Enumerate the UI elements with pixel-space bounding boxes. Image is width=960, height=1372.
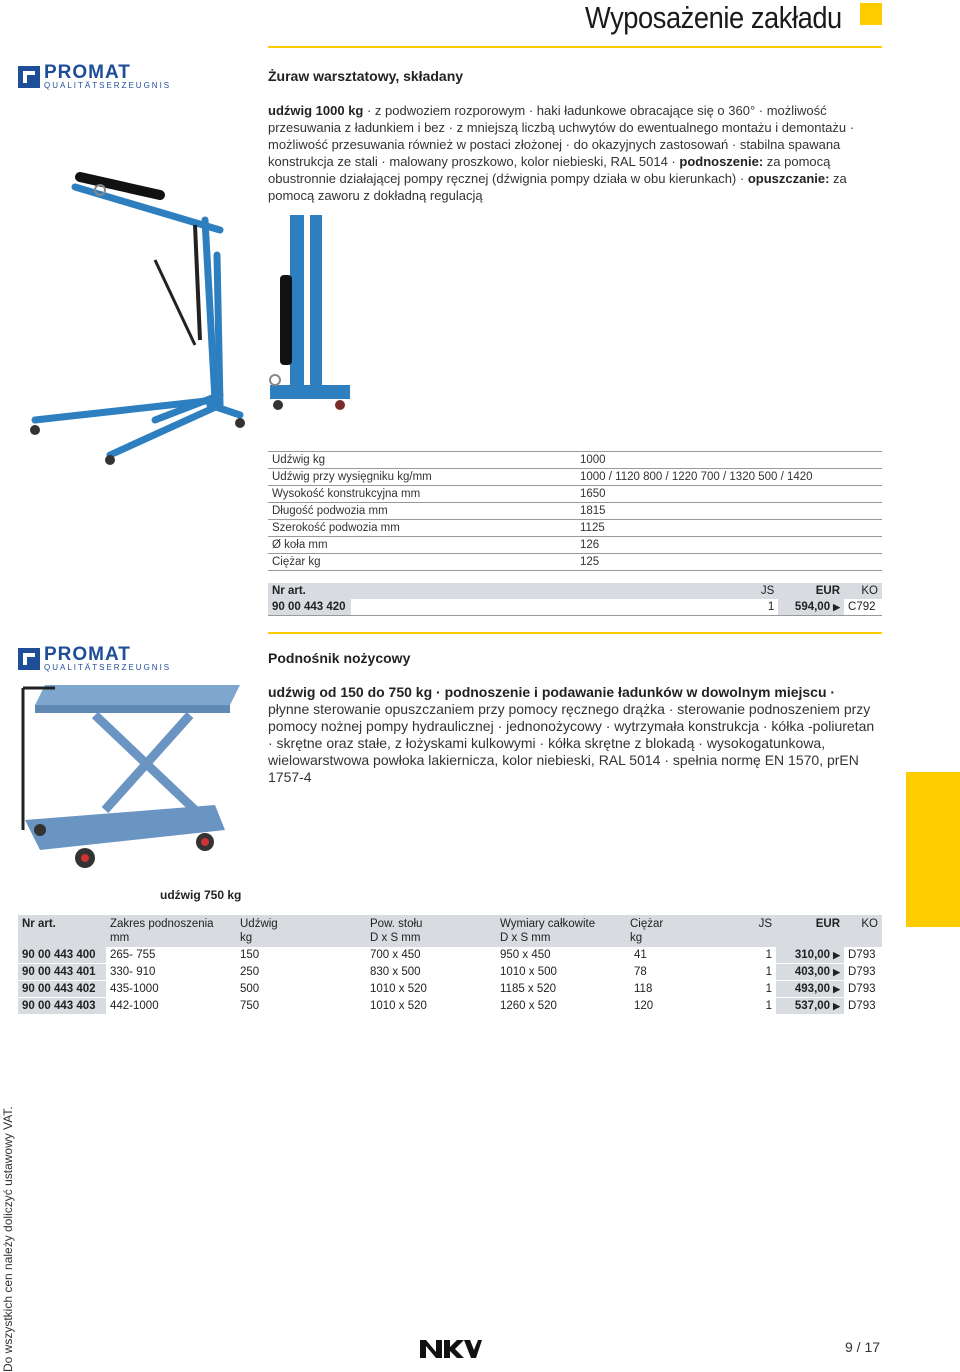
cell-range: 442-1000 (106, 998, 236, 1015)
spec-label: Wysokość konstrukcyjna mm (268, 486, 576, 503)
vat-note: Do wszystkich cen należy doliczyć ustawowy VAT. (1, 1106, 15, 1372)
spec-row (268, 452, 882, 469)
cell-ko: D793 (844, 981, 882, 998)
cell-nr: 90 00 443 402 (18, 981, 106, 998)
cell-ko: D793 (844, 947, 882, 964)
spec-label: Udźwig przy wysięgniku kg/mm (268, 469, 576, 486)
image-caption: udźwig 750 kg (160, 888, 242, 902)
spec-value: 1000 / 1120 800 / 1220 700 / 1320 500 / 1420 (576, 469, 882, 486)
brand-tagline: QUALITÄTSERZEUGNIS (44, 663, 172, 672)
spec-row (268, 469, 882, 486)
cell-nr: 90 00 443 400 (18, 947, 106, 964)
col-table-size-header: Pow. stołu D x S mm (366, 915, 496, 947)
cell-table: 1010 x 520 (366, 998, 496, 1015)
brand-name: PROMAT (44, 644, 131, 665)
spec-row (268, 554, 882, 571)
section1-title: Żuraw warsztatowy, składany (268, 68, 464, 84)
brand-tagline: QUALITÄTSERZEUGNIS (44, 81, 172, 90)
js-value: 1 (750, 599, 778, 616)
cell-nr: 90 00 443 401 (18, 964, 106, 981)
spec-label: Długość podwozia mm (268, 503, 576, 520)
article-number: 90 00 443 420 (268, 599, 351, 616)
price-cell (776, 947, 844, 964)
cell-overall: 1260 x 520 (496, 998, 626, 1015)
col-weight-header: Ciężar kg (626, 915, 744, 947)
spec-value: 125 (576, 554, 882, 571)
spec-row (268, 520, 882, 537)
table-row (18, 981, 882, 998)
col-eur-header: EUR (778, 583, 844, 599)
promat-logo (18, 644, 172, 674)
description-emphasis: udźwig od 150 do 750 kg · podnoszenie i podawanie ładunków w dowolnym miejscu · (268, 684, 836, 700)
price-cell (776, 981, 844, 998)
col-nr-header: Nr art. (18, 915, 106, 947)
spec-value: 1000 (576, 452, 882, 469)
cell-ko: D793 (844, 964, 882, 981)
promat-mark-icon (18, 66, 40, 88)
spec-row (268, 503, 882, 520)
col-range-header: Zakres podnoszenia mm (106, 915, 236, 947)
crane-order-table (268, 583, 882, 616)
spec-row (268, 486, 882, 503)
cell-table: 700 x 450 (366, 947, 496, 964)
folding-crane-image (15, 165, 360, 465)
cell-js: 1 (744, 981, 776, 998)
col-eur-header: EUR (776, 915, 844, 947)
spec-label: Ø koła mm (268, 537, 576, 554)
spec-value: 126 (576, 537, 882, 554)
price-value: 403,00 (794, 966, 831, 978)
section2-title: Podnośnik nożycowy (268, 650, 411, 666)
price-cell (776, 998, 844, 1015)
cell-js: 1 (744, 998, 776, 1015)
spec-value: 1815 (576, 503, 882, 520)
arrow-right-icon: ▶ (833, 967, 840, 977)
description-text: za pomocą obustronnie działającej pompy ręcznej (dźwignia pompy działa w obu kierunkach) · (268, 154, 831, 186)
cell-weight: 120 (626, 998, 744, 1015)
description-emphasis: podnoszenie: (679, 154, 764, 169)
promat-logo (18, 62, 172, 92)
description-emphasis: udźwig 1000 kg (268, 103, 364, 118)
cell-capacity: 750 (236, 998, 366, 1015)
cell-overall: 950 x 450 (496, 947, 626, 964)
arrow-right-icon: ▶ (833, 1001, 840, 1011)
price-value: 594,00 (794, 601, 831, 613)
spec-value: 1125 (576, 520, 882, 537)
spec-row (268, 537, 882, 554)
section-tab (906, 772, 960, 927)
cell-js: 1 (744, 947, 776, 964)
section-divider (268, 632, 882, 634)
arrow-right-icon: ▶ (833, 984, 840, 994)
cell-weight: 41 (626, 947, 744, 964)
cell-nr: 90 00 443 403 (18, 998, 106, 1015)
promat-mark-icon (18, 648, 40, 670)
description-text: · z podwoziem rozporowym · haki ładunkowe obracające się o 360° · możliwość przesuwania z ładunkiem i bez · z mniejszą liczbą uchwytów do ewentualnego montażu i demontażu · możliwość przesuwania również w postaci złożonej · do okazyjnych zastosowań · stabilna spawana konstrukcja ze stali · malowany proszkowo, kolor niebieski, RAL 5014 · (268, 103, 855, 169)
title-accent-square (860, 3, 882, 25)
cell-js: 1 (744, 964, 776, 981)
table-row (18, 947, 882, 964)
page-number: 9 / 17 (845, 1339, 881, 1355)
price-value: 537,00 (794, 1000, 831, 1012)
price-cell (776, 964, 844, 981)
nkv-logo (420, 1340, 482, 1358)
crane-spec-table (268, 451, 882, 571)
cell-table: 1010 x 520 (366, 981, 496, 998)
table-row (18, 964, 882, 981)
cell-table: 830 x 500 (366, 964, 496, 981)
spec-value: 1650 (576, 486, 882, 503)
price-cell (778, 599, 844, 616)
col-capacity-header: Udźwig kg (236, 915, 366, 947)
arrow-right-icon: ▶ (833, 950, 840, 960)
cell-weight: 118 (626, 981, 744, 998)
scissor-lift-image (15, 680, 245, 880)
cell-overall: 1010 x 500 (496, 964, 626, 981)
table-row (268, 599, 882, 616)
col-js-header: JS (750, 583, 778, 599)
spec-label: Ciężar kg (268, 554, 576, 571)
cell-capacity: 250 (236, 964, 366, 981)
cell-overall: 1185 x 520 (496, 981, 626, 998)
spec-label: Udźwig kg (268, 452, 576, 469)
col-nr-header: Nr art. (268, 583, 351, 599)
price-value: 310,00 (794, 949, 831, 961)
cell-range: 435-1000 (106, 981, 236, 998)
price-value: 493,00 (794, 983, 831, 995)
col-js-header: JS (744, 915, 776, 947)
description-emphasis: opuszczanie: (747, 171, 830, 186)
col-ko-header: KO (844, 583, 882, 599)
cell-range: 330- 910 (106, 964, 236, 981)
page-title: Wyposażenie zakładu (585, 0, 842, 35)
ko-value: C792 (844, 599, 882, 616)
cell-weight: 78 (626, 964, 744, 981)
description-text: za pomocą zaworu z dokładną regulacją (268, 171, 847, 203)
cell-ko: D793 (844, 998, 882, 1015)
cell-capacity: 500 (236, 981, 366, 998)
cell-capacity: 150 (236, 947, 366, 964)
brand-name: PROMAT (44, 62, 131, 83)
col-overall-header: Wymiary całkowite D x S mm (496, 915, 626, 947)
header-rule (268, 46, 882, 48)
col-ko-header: KO (844, 915, 882, 947)
table-row (18, 998, 882, 1015)
spec-label: Szerokość podwozia mm (268, 520, 576, 537)
cell-range: 265- 755 (106, 947, 236, 964)
description-text: płynne sterowanie opuszczaniem przy pomocy ręcznego drążka · sterowanie podnoszeniem przy pomocy nożnej pompy hydraulicznej · jednonożycowy · wytrzymała konstrukcja · kółka -poliuretan · skrętne oraz stałe, z łożyskami kulkowymi · kółka skrętne z blokadą · wysokogatunkowa, wielowarstwowa powłoka lakiernicza, kolor niebieski, RAL 5014 · spełnia normę EN 1570, prEN 1757-4 (268, 701, 875, 785)
arrow-right-icon: ▶ (833, 602, 841, 612)
lift-order-table (18, 915, 882, 1015)
section2-description (268, 684, 880, 786)
